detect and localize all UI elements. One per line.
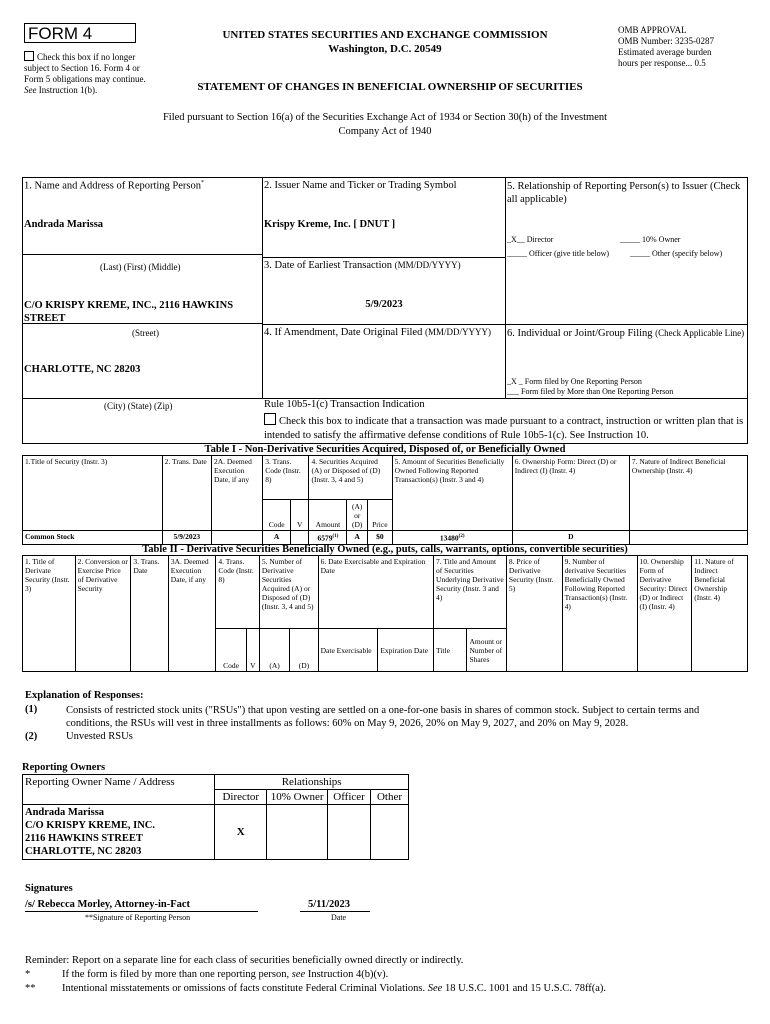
star2-text-b: 18 U.S.C. 1001 and 15 U.S.C. 78ff(a).: [444, 983, 607, 994]
reminder: Reminder: Report on a separate line for each class of securities beneficially owned directly or indirectly.: [25, 955, 464, 966]
footnote-double-star-text: [62, 983, 606, 994]
explanation-text: Consists of restricted stock units ("RSUs") that upon vesting are settled on a one-for-one basis in shares of common stock. Subject to certain terms and conditions, the RSUs will vest in three installments as follows: 60% on May 9, 2026, 20% on May 9, 2027, and 20% on May 9, 2028.: [66, 705, 700, 729]
t1-row-title: Common Stock: [23, 531, 163, 545]
date-line: [300, 911, 370, 912]
explanation-num: (2): [25, 731, 38, 742]
t1-h-date: 2. Trans. Date: [162, 456, 211, 531]
t1-h-nature: 7. Nature of Indirect Beneficial Ownership (Instr. 4): [629, 456, 747, 531]
t2-sub-a: (A): [259, 629, 289, 672]
name-parts-label: (Last) (First) (Middle): [100, 262, 181, 272]
t1-row-date: 5/9/2023: [162, 531, 211, 545]
divider: [22, 323, 263, 324]
relationship-director[interactable]: _X__ Director: [507, 235, 554, 244]
no-longer-subject: [24, 51, 159, 96]
owners-heading: Reporting Owners: [22, 762, 106, 773]
t2-sub-v: V: [246, 629, 259, 672]
star2-see: See: [427, 983, 443, 994]
amendment-label: [264, 327, 491, 338]
t1-h-form: 6. Ownership Form: Direct (D) or Indirect (I) (Instr. 4): [512, 456, 629, 531]
t2-h-nature: 11. Nature of Indirect Beneficial Ownership (Instr. 4): [692, 556, 748, 672]
owner-officer-mark: [328, 805, 371, 860]
box1-label-text: 1. Name and Address of Reporting Person: [24, 180, 202, 192]
issuer-value: Krispy Kreme, Inc. [ DNUT ]: [264, 219, 396, 230]
amendment-label-text: 4. If Amendment, Date Original Filed: [264, 327, 423, 338]
t1-sub-code: Code: [263, 500, 291, 531]
t1-row-code: A: [263, 531, 291, 545]
t2-h-exercisable: 6. Date Exercisable and Expiration Date: [318, 556, 433, 629]
box1-label: [24, 180, 204, 192]
owners-col-name: Reporting Owner Name / Address: [23, 775, 215, 805]
earliest-date-label: [264, 260, 461, 271]
t1-row-amount-value: 6579: [317, 533, 333, 543]
t1-sub-v: V: [291, 500, 309, 531]
star1-text-b: Instruction 4(b)(v).: [307, 969, 389, 980]
t1-row-price: $0: [368, 531, 393, 545]
owners-col-rel: Relationships: [215, 775, 409, 790]
explanation-num: (1): [25, 704, 38, 715]
t2-h-number: 5. Number of Derivative Securities Acquired (A) or Disposed of (D) (Instr. 3, 4 and 5): [259, 556, 318, 629]
footnote-link[interactable]: (1): [332, 534, 339, 539]
see-label: See: [24, 85, 37, 95]
t2-sub-title: Title: [434, 629, 467, 672]
t1-h-acquired: 4. Securities Acquired (A) or Disposed of (D) (Instr. 3, 4 and 5): [309, 456, 392, 500]
t2-h-price: 8. Price of Derivative Security (Instr. 5): [506, 556, 562, 672]
filing-one[interactable]: _X _ Form filed by One Reporting Person: [507, 377, 642, 386]
owner-ten-pct-mark: [267, 805, 328, 860]
t1-row-amount: [309, 531, 347, 545]
t2-h-date: 3. Trans. Date: [131, 556, 168, 672]
divider: [22, 254, 263, 255]
owners-col-director: Director: [215, 790, 267, 805]
t1-h-title: 1.Title of Security (Instr. 3): [23, 456, 163, 531]
table1-title: Table I - Non-Derivative Securities Acquired, Disposed of, or Beneficially Owned: [204, 444, 566, 455]
signer-label: **Signature of Reporting Person: [85, 913, 191, 922]
t2-sub-exp: Expiration Date: [378, 629, 434, 672]
rule-text: Check this box to indicate that a transaction was made pursuant to a contract, instruction or written plan that is intended to satisfy the affirmative defense conditions of Rule 10b5-1(c). See Instruction 10.: [264, 416, 744, 441]
filing-label-note: (Check Applicable Line): [655, 328, 745, 338]
rule-title: Rule 10b5-1(c) Transaction Indication: [264, 399, 425, 410]
earliest-date-label-text: 3. Date of Earliest Transaction: [264, 260, 393, 271]
t1-sub-amount: Amount: [309, 500, 347, 531]
street-label: (Street): [132, 328, 159, 338]
table1: [22, 455, 748, 545]
city-label: (City) (State) (Zip): [104, 401, 173, 411]
owners-col-officer: Officer: [328, 790, 371, 805]
t2-h-form: 10. Ownership Form of Derivative Security: Direct (D) or Indirect (I) (Instr. 4): [637, 556, 692, 672]
earliest-date-value: 5/9/2023: [365, 299, 403, 310]
omb-burden: Estimated average burden: [618, 47, 712, 57]
date-label: Date: [331, 913, 347, 922]
filed-pursuant: Filed pursuant to Section 16(a) of the Securities Exchange Act of 1934 or Section 30(h) of the Investment Company Act of 1940: [162, 112, 608, 137]
signatures-heading: Signatures: [25, 883, 73, 894]
footnote-star: *: [25, 969, 31, 980]
form-title: FORM 4: [24, 23, 136, 43]
box1-label-mark: *: [201, 180, 205, 186]
explanation-text: Unvested RSUs: [66, 731, 133, 742]
owner-other-mark: [371, 805, 409, 860]
t1-row-v: [291, 531, 309, 545]
t1-row-owned-value: 13480: [439, 533, 459, 543]
t1-row-deemed: [211, 531, 262, 545]
star1-see: see: [291, 969, 306, 980]
reporting-person-street: C/O KRISPY KREME, INC., 2116 HAWKINS STREET: [24, 300, 234, 324]
omb-hours: hours per response... 0.5: [618, 58, 706, 68]
t1-row-aord: A: [347, 531, 368, 545]
signature-line: [25, 911, 258, 912]
t1-row-form: D: [512, 531, 629, 545]
earliest-date-format: (MM/DD/YYYY): [394, 260, 461, 270]
relationship-other[interactable]: _____ Other (specify below): [630, 249, 723, 258]
t1-row-owned: [392, 531, 512, 545]
t2-h-owned: 9. Number of derivative Securities Beneficially Owned Following Reported Transaction(s) (Instr. 4): [562, 556, 637, 672]
footnote-double-star: **: [25, 983, 36, 994]
agency-name: UNITED STATES SECURITIES AND EXCHANGE COMMISSION: [222, 29, 548, 41]
table2: [22, 555, 748, 672]
t2-h-code: 4. Trans. Code (Instr. 8): [216, 556, 260, 629]
table2-title: Table II - Derivative Securities Beneficially Owned (e.g., puts, calls, warrants, options, convertible securities): [142, 544, 628, 555]
relationship-ten-pct[interactable]: _____ 10% Owner: [620, 235, 681, 244]
t2-h-conversion: 2. Conversion or Exercise Price of Derivative Security: [75, 556, 131, 672]
t1-row-nature: [629, 531, 747, 545]
t2-sub-date-ex: Date Exercisable: [318, 629, 378, 672]
reporting-person-city: CHARLOTTE, NC 28203: [24, 364, 141, 375]
filing-label-text: 6. Individual or Joint/Group Filing: [507, 328, 653, 339]
omb-approval-label: OMB APPROVAL: [618, 25, 687, 35]
t2-sub-d: (D): [290, 629, 318, 672]
t2-sub-amount: Amount or Number of Shares: [467, 629, 506, 672]
t2-sub-code: Code: [216, 629, 246, 672]
t2-h-underlying: 7. Title and Amount of Securities Underlying Derivative Security (Instr. 3 and 4): [434, 556, 507, 629]
table-row: [23, 805, 409, 860]
owners-table: [22, 774, 409, 860]
explanation-heading: Explanation of Responses:: [25, 690, 144, 701]
no-longer-subject-text: Check this box if no longer subject to Section 16. Form 4 or Form 5 obligations may continue.: [24, 52, 146, 84]
filing-more[interactable]: ___ Form filed by More than One Reporting Person: [507, 387, 674, 396]
agency-city: Washington, D.C. 20549: [328, 43, 442, 55]
signer-name: /s/ Rebecca Morley, Attorney-in-Fact: [25, 899, 191, 910]
owner-addr2: 2116 HAWKINS STREET: [25, 833, 143, 844]
t2-h-title: 1. Title of Derivate Security (Instr. 3): [23, 556, 76, 672]
owner-director-mark: X: [215, 805, 267, 860]
signature-date: 5/11/2023: [308, 899, 351, 910]
no-longer-subject-checkbox[interactable]: [24, 51, 34, 61]
footnote-link[interactable]: (2): [458, 534, 465, 539]
rule-text-block: [264, 413, 744, 443]
rule-checkbox[interactable]: [264, 413, 276, 425]
amendment-format: (MM/DD/YYYY): [424, 327, 491, 337]
t1-h-code: 3. Trans. Code (Instr. 8): [263, 456, 309, 500]
reporting-person-name: Andrada Marissa: [24, 219, 104, 230]
star2-text-a: Intentional misstatements or omissions of facts constitute Federal Criminal Violations.: [62, 983, 426, 994]
t1-h-owned: 5. Amount of Securities Beneficially Owned Following Reported Transaction(s) (Instr. 3 and 4): [392, 456, 512, 531]
instruction-label: Instruction 1(b).: [38, 85, 98, 95]
omb-number: OMB Number: 3235-0287: [618, 36, 714, 46]
owner-addr3: CHARLOTTE, NC 28203: [25, 846, 142, 857]
owner-name: Andrada Marissa: [25, 807, 105, 818]
relationship-label: 5. Relationship of Reporting Person(s) to Issuer (Check all applicable): [507, 181, 741, 205]
t1-sub-price: Price: [368, 500, 393, 531]
owners-col-other: Other: [371, 790, 409, 805]
t2-h-deemed: 3A. Deemed Execution Date, if any: [168, 556, 216, 672]
table-row: [23, 531, 748, 545]
statement-title: STATEMENT OF CHANGES IN BENEFICIAL OWNERSHIP OF SECURITIES: [197, 81, 583, 93]
omb-approval: [618, 25, 758, 69]
owners-col-ten-pct: 10% Owner: [267, 790, 328, 805]
footnote-star-text: [62, 969, 388, 980]
filing-label: [507, 327, 745, 340]
t1-h-deemed: 2A. Deemed Execution Date, if any: [211, 456, 262, 531]
relationship-officer[interactable]: _____ Officer (give title below): [507, 249, 610, 258]
owner-row-address: [23, 805, 215, 860]
owner-addr1: C/O KRISPY KREME, INC.: [25, 820, 155, 831]
t1-sub-aord: (A) or (D): [347, 500, 368, 531]
issuer-label: 2. Issuer Name and Ticker or Trading Symbol: [264, 180, 457, 191]
star1-text-a: If the form is filed by more than one reporting person,: [62, 969, 290, 980]
